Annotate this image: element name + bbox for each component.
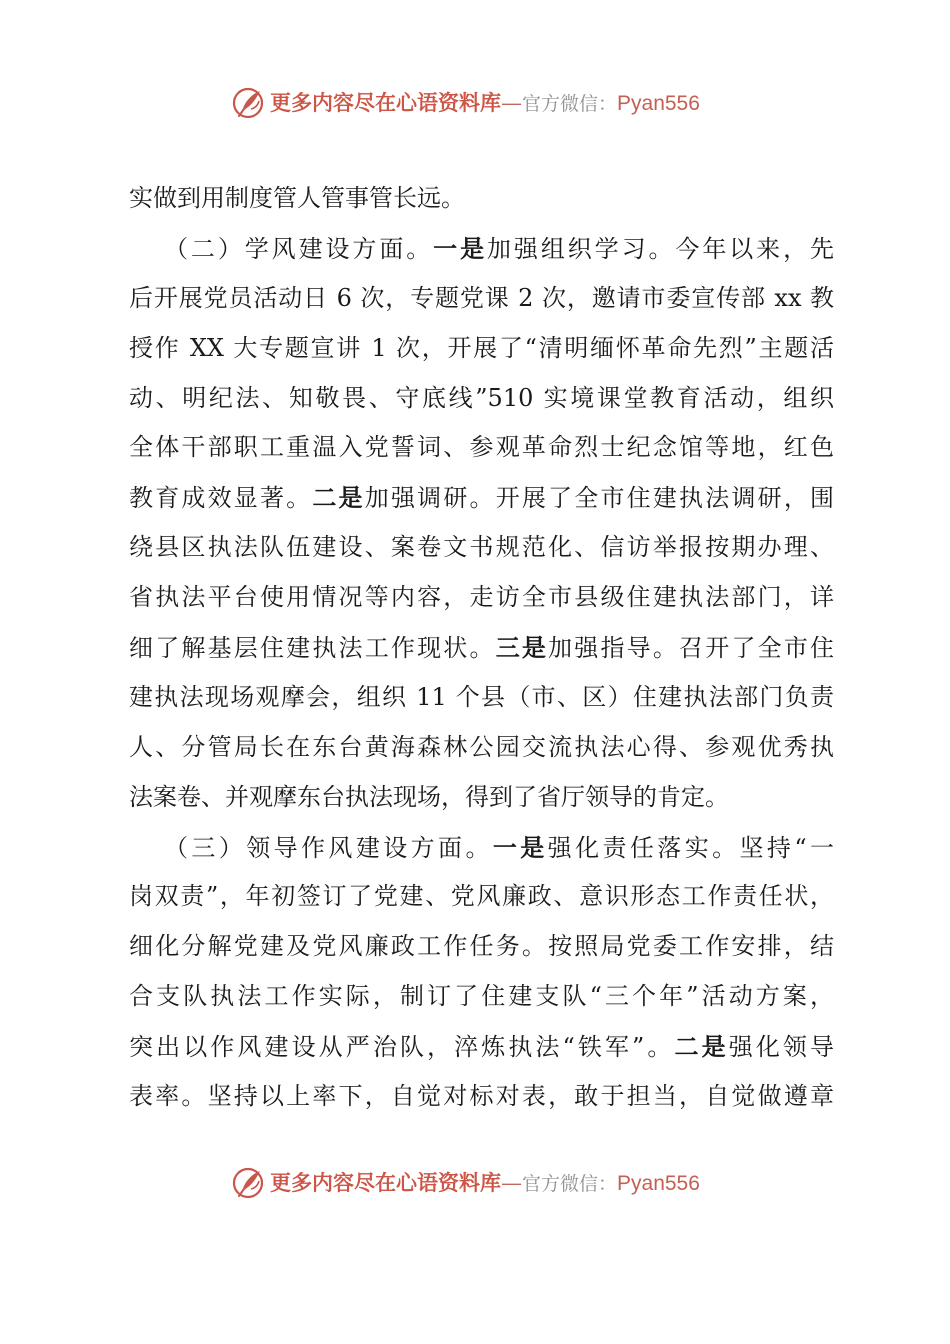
text-segment: 细化分解党建及党风廉政工作任务。按照局党委工作安排，结 xyxy=(129,932,834,961)
footer-watermark-banner xyxy=(0,1163,950,1203)
bold-keyword: 二是 xyxy=(674,1032,729,1062)
bold-keyword: 一是 xyxy=(492,832,548,862)
text-line xyxy=(129,1022,834,1072)
text-line xyxy=(129,1072,834,1122)
text-line xyxy=(129,224,834,274)
text-segment: 法案卷、并观摩东台执法现场，得到了省厅领导的肯定。 xyxy=(129,782,729,811)
banner-official-label: 官方微信： xyxy=(522,93,618,115)
text-segment: 建执法现场观摩会，组织 11 个县（市、区）住建执法部门负责 xyxy=(129,682,834,711)
text-line xyxy=(129,723,834,773)
bold-keyword: 一是 xyxy=(433,233,488,263)
quill-pen-logo-icon xyxy=(230,85,266,121)
text-segment: 强化领导 xyxy=(728,1033,835,1062)
text-line xyxy=(129,174,834,224)
text-line xyxy=(129,573,834,623)
text-segment: 合支队执法工作实际，制订了住建支队“三个年”活动方案， xyxy=(129,982,834,1011)
banner-dash: — xyxy=(501,91,522,115)
text-segment: 突出以作风建设从严治队，淬炼执法“铁军”。 xyxy=(129,1033,675,1062)
text-segment: 强化责任落实。坚持“一 xyxy=(547,833,834,862)
text-line xyxy=(129,523,834,573)
text-line xyxy=(129,423,834,473)
text-line xyxy=(129,374,834,424)
text-line xyxy=(129,972,834,1022)
text-segment: 岗双责”，年初签订了党建、党风廉政、意识形态工作责任状， xyxy=(129,882,834,911)
banner-main-text: 更多内容尽在心语资料库 xyxy=(270,1170,501,1195)
text-line xyxy=(129,872,834,922)
text-segment: 加强指导。召开了全市住 xyxy=(548,634,835,663)
text-line xyxy=(129,473,834,523)
header-watermark-banner xyxy=(0,83,950,123)
text-segment: 后开展党员活动日 6 次，专题党课 2 次，邀请市委宣传部 xx 教 xyxy=(129,283,834,312)
bold-keyword: 三是 xyxy=(495,633,549,663)
text-line xyxy=(129,623,834,673)
document-body xyxy=(129,174,834,1122)
text-line xyxy=(129,274,834,324)
banner-official-label: 官方微信： xyxy=(522,1173,618,1195)
text-line xyxy=(129,673,834,723)
text-segment: 细了解基层住建执法工作现状。 xyxy=(129,634,496,663)
bold-keyword: 二是 xyxy=(312,483,365,513)
banner-wechat-id: Pyan556 xyxy=(617,1172,700,1195)
text-segment: 表率。坚持以上率下，自觉对标对表，敢于担当，自觉做遵章 xyxy=(129,1082,834,1111)
text-segment: 加强调研。开展了全市住建执法调研，围 xyxy=(364,484,835,513)
text-segment: 人、分管局长在东台黄海森林公园交流执法心得、参观优秀执 xyxy=(129,732,834,761)
banner-main-text: 更多内容尽在心语资料库 xyxy=(270,90,501,115)
banner-text xyxy=(270,90,700,116)
text-segment: 全体干部职工重温入党誓词、参观革命烈士纪念馆等地，红色 xyxy=(129,433,834,462)
text-line xyxy=(129,773,834,823)
text-segment: （三）领导作风建设方面。 xyxy=(164,833,493,862)
text-segment: 动、明纪法、知敬畏、守底线”510 实境课堂教育活动，组织 xyxy=(129,383,834,412)
text-segment: 绕县区执法队伍建设、案卷文书规范化、信访举报按期办理、 xyxy=(129,533,834,562)
text-line xyxy=(129,823,834,873)
quill-pen-logo-icon xyxy=(230,1165,266,1201)
text-segment: 省执法平台使用情况等内容，走访全市县级住建执法部门，详 xyxy=(129,583,834,612)
text-line xyxy=(129,922,834,972)
text-line xyxy=(129,324,834,374)
text-segment: 授作 XX 大专题宣讲 1 次，开展了“清明缅怀革命先烈”主题活 xyxy=(129,333,834,362)
text-segment: 教育成效显著。 xyxy=(129,484,313,513)
text-segment: 加强组织学习。今年以来，先 xyxy=(487,234,835,263)
text-segment: （二）学风建设方面。 xyxy=(164,234,434,263)
banner-dash: — xyxy=(501,1171,522,1195)
banner-text xyxy=(270,1170,700,1196)
text-segment: 实做到用制度管人管事管长远。 xyxy=(129,184,465,212)
banner-wechat-id: Pyan556 xyxy=(617,92,700,115)
